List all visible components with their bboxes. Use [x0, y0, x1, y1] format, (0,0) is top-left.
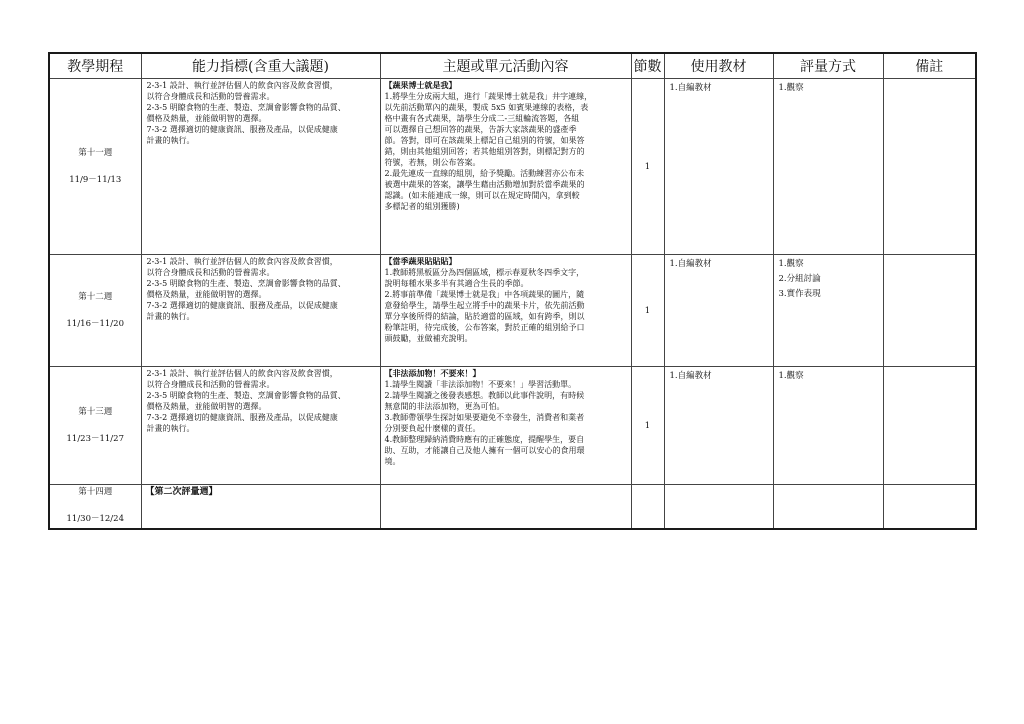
activity-line: 格中畫有各式蔬果，請學生分成二-三組輪流答題，各組: [384, 114, 580, 123]
activity-title: 【蔬果博士就是我】: [384, 80, 457, 90]
assessment-item: 1.觀察: [778, 83, 804, 93]
week-cell: [49, 255, 141, 367]
week-dates: 11/9－11/13: [69, 174, 122, 185]
table-row: [49, 79, 976, 255]
assessment-item: 2.分組討論: [778, 274, 821, 284]
activity-line: 4.教師整理歸納消費時應有的正確態度，提醒學生，要自: [384, 435, 585, 444]
material-cell: [664, 79, 773, 255]
assessment-item: 1.觀察: [778, 371, 804, 381]
indicator-line: 計畫的執行。: [146, 312, 195, 321]
indicator-line: 價格及熱量，並能做明智的選擇。: [146, 114, 267, 123]
notes-cell: [883, 79, 976, 255]
activity-line: 2.將事前準備「蔬果博士就是我」中各項蔬果的圖片，隨: [384, 290, 585, 299]
indicator-line: 7-3-2 選擇適切的健康資訊、服務及產品，以促成健康: [146, 413, 338, 422]
material-item: 1.自編教材: [669, 83, 712, 93]
week-label: 第十二週: [78, 291, 113, 302]
week-cell: [49, 79, 141, 255]
activity-line: 可以選擇自己想回答的蔬果，告訴大家該蔬果的盛產季: [384, 125, 577, 134]
activity-line: 意發給學生，請學生起立將手中的蔬果卡片，依先前活動: [384, 301, 585, 310]
activity-line: 頭鼓勵，並做補充說明。: [384, 334, 473, 343]
table-body: [49, 79, 976, 529]
activity-line: 3.教師帶領學生探討如果要避免不幸發生，消費者和業者: [384, 413, 585, 422]
activity-line: 被選中蔬果的答案，讓學生藉由活動增加對於當季蔬果的: [384, 180, 585, 189]
material-item: 1.自編教材: [669, 371, 712, 381]
activity-line: 單分享後所得的結論，貼於適當的區域，如有跨季，則以: [384, 312, 585, 321]
indicator-line: 7-3-2 選擇適切的健康資訊、服務及產品，以促成健康: [146, 125, 338, 134]
activity-line: 粉筆註明，待完成後，公布答案，對於正確的組別給予口: [384, 323, 585, 332]
week-cell: [49, 485, 141, 529]
indicator-cell: [141, 367, 380, 485]
material-cell: [664, 255, 773, 367]
week-dates: 11/30－12/24: [66, 514, 124, 525]
activity-line: 節。答對，即可在該蔬果上標記自己組別的符號，如果答: [384, 136, 585, 145]
indicator-line: 計畫的執行。: [146, 136, 195, 145]
activity-line: 1.請學生閱讀「非法添加物！不要來！」學習活動單。: [384, 380, 577, 389]
sessions-cell: 1: [631, 255, 664, 367]
notes-cell: [883, 367, 976, 485]
header-sessions: 節數: [631, 53, 664, 79]
header-period: 教學期程: [49, 53, 141, 79]
indicator-line: 價格及熱量，並能做明智的選擇。: [146, 402, 267, 411]
header-material: 使用教材: [664, 53, 773, 79]
evaluation-week-label: 【第二次評量週】: [145, 487, 218, 497]
indicator-line: 2-3-1 設計、執行並評估個人的飲食內容及飲食習慣，: [146, 81, 338, 90]
indicator-cell: [141, 485, 380, 529]
header-activity: 主題或單元活動內容: [380, 53, 631, 79]
indicator-line: 計畫的執行。: [146, 424, 195, 433]
activity-line: 1.將學生分成兩大組，進行「蔬果博士就是我」井字連線，: [384, 92, 593, 101]
notes-cell: [883, 485, 976, 529]
activity-line: 2.最先連成一直線的組別，給予獎勵。活動練習亦公布未: [384, 169, 585, 178]
material-cell: [664, 485, 773, 529]
week-label: 第十三週: [78, 406, 113, 417]
activity-line: 說明每種水果多半有其適合生長的季節。: [384, 279, 529, 288]
indicator-line: 2-3-5 明瞭食物的生產、製造、烹調會影響食物的品質、: [146, 279, 346, 288]
indicator-cell: [141, 79, 380, 255]
indicator-line: 以符合身體成長和活動的營養需求。: [146, 92, 275, 101]
activity-line: 境。: [384, 457, 401, 466]
activity-cell: [380, 255, 631, 367]
activity-title: 【非法添加物！不要來！】: [384, 368, 481, 378]
indicator-line: 以符合身體成長和活動的營養需求。: [146, 380, 275, 389]
lesson-plan-sheet: [48, 52, 975, 530]
sessions-cell: 1: [631, 79, 664, 255]
indicator-line: 價格及熱量，並能做明智的選擇。: [146, 290, 267, 299]
activity-cell: [380, 485, 631, 529]
header-row: [49, 53, 976, 79]
activity-title: 【當季蔬果貼貼貼】: [384, 256, 457, 266]
sessions-cell: 1: [631, 367, 664, 485]
activity-line: 錯，則由其他組別回答；若其他組別答對，則標記對方的: [384, 147, 585, 156]
week-dates: 11/16－11/20: [66, 318, 124, 329]
lesson-plan-table: [48, 52, 977, 530]
assessment-item: 3.實作表現: [778, 289, 821, 299]
activity-line: 認識。(如未能連成一線，則可以在規定時間內，拿到較: [384, 191, 580, 200]
table-header: [49, 53, 976, 79]
assessment-cell: [773, 79, 883, 255]
indicator-line: 以符合身體成長和活動的營養需求。: [146, 268, 275, 277]
activity-line: 助、互助，才能讓自己及他人擁有一個可以安心的食用環: [384, 446, 585, 455]
indicator-line: 7-3-2 選擇適切的健康資訊、服務及產品，以促成健康: [146, 301, 338, 310]
material-item: 1.自編教材: [669, 259, 712, 269]
header-assessment: 評量方式: [773, 53, 883, 79]
indicator-line: 2-3-1 設計、執行並評估個人的飲食內容及飲食習慣，: [146, 369, 338, 378]
activity-line: 2.請學生閱讀之後發表感想。教師以此事件說明，有時候: [384, 391, 585, 400]
activity-line: 以先前活動單內的蔬果，製成 5x5 如賓果連線的表格，表: [384, 103, 589, 112]
notes-cell: [883, 255, 976, 367]
material-cell: [664, 367, 773, 485]
week-label: 第十四週: [78, 487, 113, 498]
header-indicator: 能力指標(含重大議題): [141, 53, 380, 79]
activity-cell: [380, 367, 631, 485]
activity-line: 無意間的非法添加物，更為可怕。: [384, 402, 505, 411]
indicator-line: 2-3-5 明瞭食物的生產、製造、烹調會影響食物的品質、: [146, 103, 346, 112]
activity-line: 分別要負起什麼樣的責任。: [384, 424, 481, 433]
activity-line: 多標記者的組別獲勝): [384, 202, 460, 211]
sessions-cell: [631, 485, 664, 529]
table-row: [49, 255, 976, 367]
indicator-line: 2-3-5 明瞭食物的生產、製造、烹調會影響食物的品質、: [146, 391, 346, 400]
week-dates: 11/23－11/27: [66, 433, 124, 444]
week-cell: [49, 367, 141, 485]
header-notes: 備註: [883, 53, 976, 79]
assessment-cell: [773, 255, 883, 367]
activity-cell: [380, 79, 631, 255]
activity-line: 符號，若無，則公布答案。: [384, 158, 481, 167]
assessment-item: 1.觀察: [778, 259, 804, 269]
indicator-line: 2-3-1 設計、執行並評估個人的飲食內容及飲食習慣，: [146, 257, 338, 266]
indicator-cell: [141, 255, 380, 367]
assessment-cell: [773, 367, 883, 485]
week-label: 第十一週: [78, 147, 113, 158]
activity-line: 1.教師將黑板區分為四個區域，標示春夏秋冬四季文字，: [384, 268, 585, 277]
table-row: [49, 485, 976, 529]
assessment-cell: [773, 485, 883, 529]
table-row: [49, 367, 976, 485]
